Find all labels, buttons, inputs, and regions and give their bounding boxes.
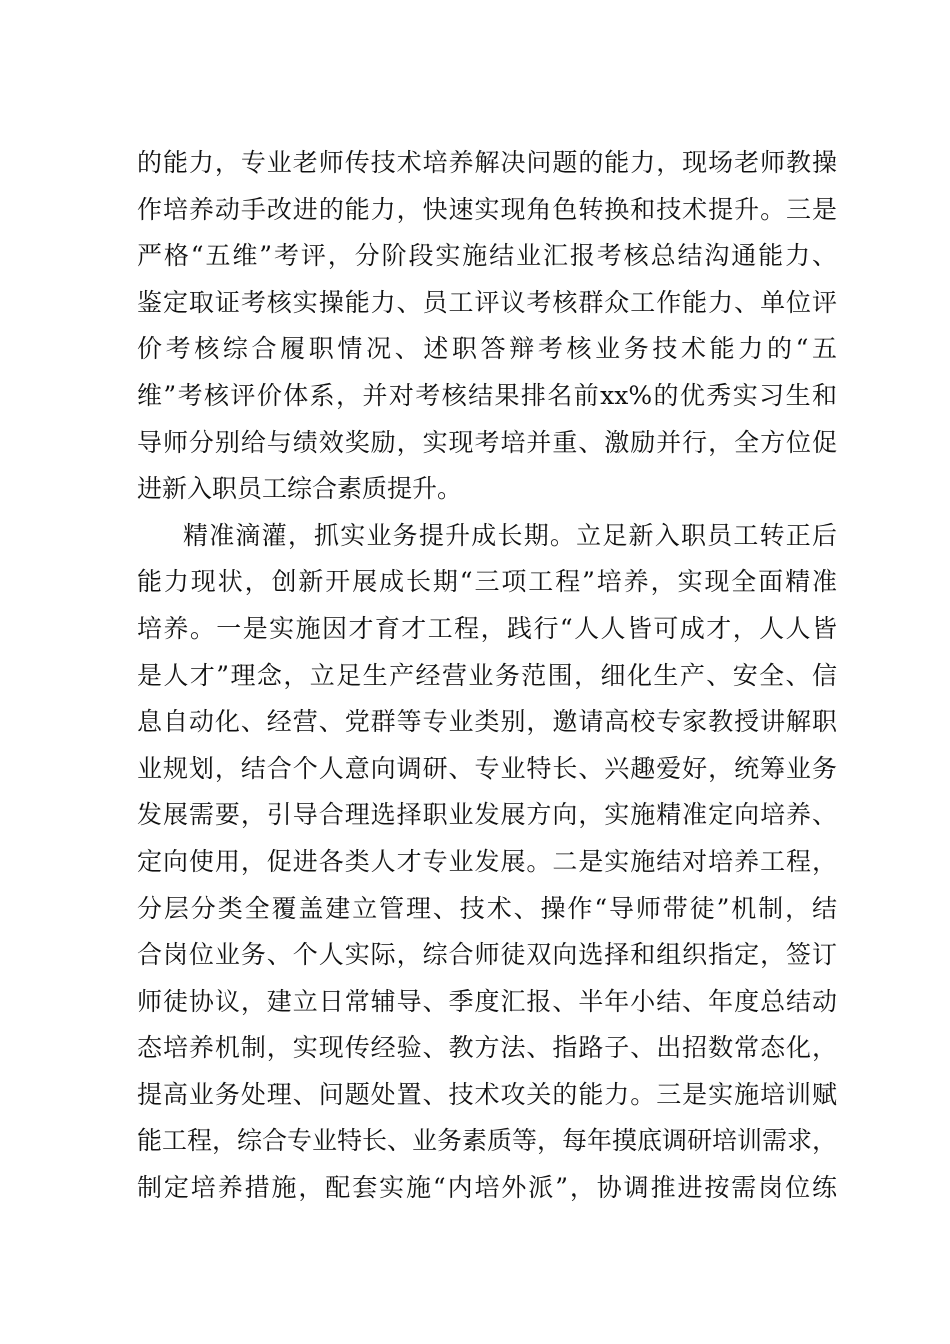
text-line: 师徒协议，建立日常辅导、季度汇报、半年小结、年度总结动 [137, 986, 837, 1016]
text-line: 培养。一是实施因才育才工程，践行“人人皆可成才，人人皆 [137, 613, 837, 643]
text-line: 导师分别给与绩效奖励，实现考培并重、激励并行，全方位促 [137, 427, 837, 457]
text-line: 严格“五维”考评，分阶段实施结业汇报考核总结沟通能力、 [137, 241, 837, 271]
text-line: 发展需要，引导合理选择职业发展方向，实施精准定向培养、 [137, 800, 837, 830]
text-line: 息自动化、经营、党群等专业类别，邀请高校专家教授讲解职 [137, 707, 837, 737]
text-line: 业规划，结合个人意向调研、专业特长、兴趣爱好，统筹业务 [137, 753, 837, 783]
paragraph-2 [137, 513, 837, 1212]
text-line: 提高业务处理、问题处置、技术攻关的能力。三是实施培训赋 [137, 1079, 837, 1109]
text-line: 维”考核评价体系，并对考核结果排名前xx%的优秀实习生和 [137, 380, 837, 410]
body-text [137, 140, 837, 1212]
text-line: 的能力，专业老师传技术培养解决问题的能力，现场老师教操 [137, 148, 837, 177]
text-line: 合岗位业务、个人实际，综合师徒双向选择和组织指定，签订 [137, 940, 837, 970]
text-line: 价考核综合履职情况、述职答辩考核业务技术能力的“五 [137, 334, 837, 364]
text-line: 是人才”理念，立足生产经营业务范围，细化生产、安全、信 [137, 660, 837, 690]
text-line: 态培养机制，实现传经验、教方法、指路子、出招数常态化， [137, 1033, 837, 1063]
text-line: 制定培养措施，配套实施“内培外派”，协调推进按需岗位练 [137, 1173, 837, 1203]
text-line: 能工程，综合专业特长、业务素质等，每年摸底调研培训需求， [137, 1126, 837, 1156]
text-line: 进新入职员工综合素质提升。 [137, 474, 463, 504]
text-line: 定向使用，促进各类人才专业发展。二是实施结对培养工程， [137, 846, 837, 876]
text-line: 精准滴灌，抓实业务提升成长期。立足新入职员工转正后 [183, 520, 837, 550]
text-line: 作培养动手改进的能力，快速实现角色转换和技术提升。三是 [137, 194, 837, 224]
text-line: 分层分类全覆盖建立管理、技术、操作“导师带徒”机制，结 [137, 893, 837, 923]
paragraph-1 [137, 140, 837, 513]
text-line: 能力现状，创新开展成长期“三项工程”培养，实现全面精准 [137, 567, 837, 597]
text-line: 鉴定取证考核实操能力、员工评议考核群众工作能力、单位评 [137, 287, 837, 317]
